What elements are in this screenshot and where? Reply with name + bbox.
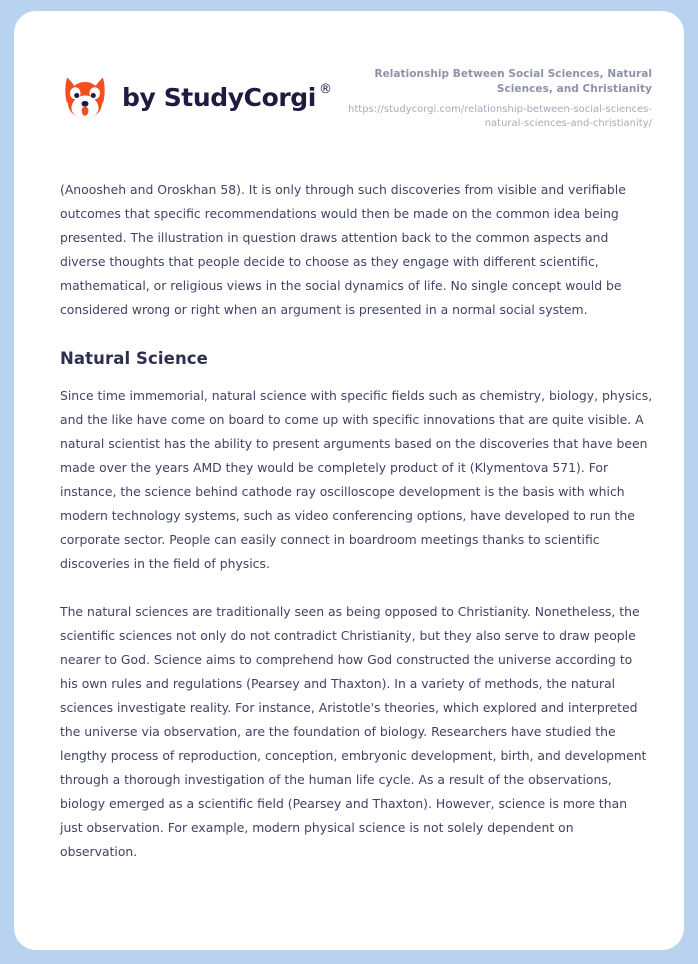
- brand-name-text: by StudyCorgi: [122, 82, 316, 112]
- header-meta: [332, 65, 652, 132]
- registered-trademark-icon: ®: [318, 81, 332, 97]
- document-source-url[interactable]: https://studycorgi.com/relationship-between-social-sciences-natural-sciences-and-christianity/: [348, 103, 652, 130]
- brand-wordmark: [122, 81, 332, 112]
- section-heading-natural-science: Natural Science: [60, 348, 208, 368]
- studycorgi-brand-logo[interactable]: [61, 65, 332, 121]
- paragraph-science-and-christianity: The natural sciences are traditionally seen as being opposed to Christianity. Nonetheless, the scientific sciences not only do not contradict Christianity, but they also serve to draw people nearer to God. Science aims to comprehend how God constructed the universe according to his own rules and regulations (Pearsey and Thaxton). In a variety of methods, the natural sciences investigate reality. For instance, Aristotle's theories, which explored and interpreted the universe via observation, are the foundation of biology. Researchers have studied the lengthy process of reproduction, conception, embryonic development, birth, and development through a thorough investigation of the human life cycle. As a result of the observations, biology emerged as a scientific field (Pearsey and Thaxton). However, science is more than just observation. For example, modern physical science is not solely dependent on observation.: [60, 603, 647, 859]
- document-title: Relationship Between Social Sciences, Natural Sciences, and Christianity: [374, 68, 652, 95]
- document-body: [14, 178, 684, 864]
- document-page-card: [14, 11, 684, 950]
- corgi-face-icon: [61, 73, 109, 121]
- document-header: [14, 11, 684, 132]
- paragraph-natural-science-overview: Since time immemorial, natural science with specific fields such as chemistry, biology, physics, and the like have come on board to come up with specific innovations that are quite visible. A natural scientist has the ability to present arguments based on the discoveries that have been made over the years AMD they would be completely product of it (Klymentova 571). For instance, the science behind cathode ray oscilloscope development is the basis with which modern technology systems, such as video conferencing options, have developed to run the corporate sector. People can easily connect in boardroom meetings thanks to scientific discoveries in the field of physics.: [60, 387, 653, 571]
- paragraph-intro-continuation: (Anoosheh and Oroskhan 58). It is only through such discoveries from visible and verifiable outcomes that specific recommendations would then be made on the common idea being presented. The illustration in question draws attention back to the common aspects and diverse thoughts that people decide to choose as they engage with different scientific, mathematical, or religious views in the social dynamics of life. No single concept would be considered wrong or right when an argument is presented in a normal social system.: [60, 181, 626, 317]
